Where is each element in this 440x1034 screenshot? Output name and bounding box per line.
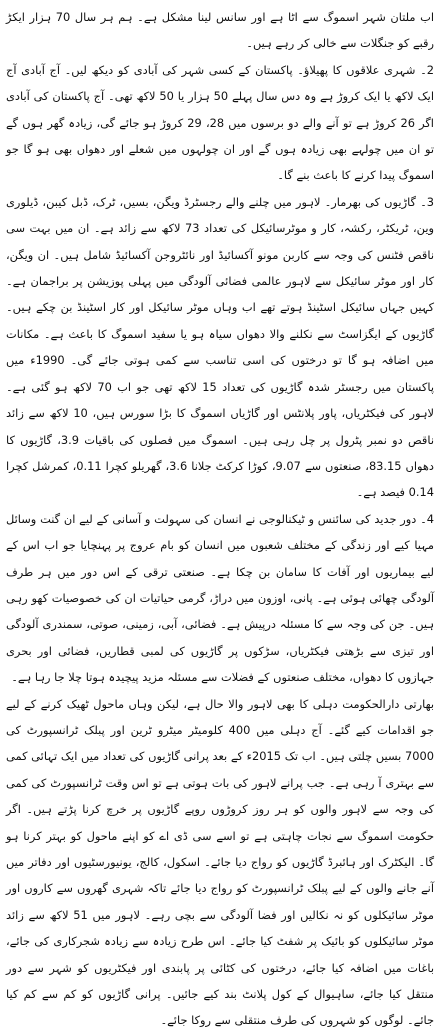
paragraph-delhi-solutions: بھارتی دارالحکومت دہلی کا بھی لاہور والا حال ہے، لیکن وہاں ماحول ٹھیک کرنے کے لیے جو اقدامات کیے گئے۔ آج دہلی میں 400 کلومیٹر میٹرو ٹرین اور پبلک ٹرانسپورٹ کی 7000 بسیں چلتی ہیں۔ اب تک 2015ء کے بعد پرانی گاڑیوں کی تعداد میں ایک تہائی کمی سے بہتری آ رہی ہے۔ جب پرانے لاہور کی بات ہوتی ہے تو اس وقت ٹرانسپورٹ کی کمی کی وجہ سے لاہور والوں کو ہر روز کروڑوں روپے گاڑیوں پر خرچ کرنا پڑتے ہیں۔ اگر حکومت اسموگ سے نجات چاہتی ہے تو اسے سی ڈی اے کو اپنے ماحول کو بہتر کرنا ہو گا۔ الیکٹرک اور ہائبرڈ گاڑیوں کو رواج دیا جائے۔ اسکول، کالج، یونیورسٹیوں اور دفاتر میں آنے جانے والوں کے لیے پبلک ٹرانسپورٹ کو رواج دیا جائے تاکہ شہری گھروں سے کاروں اور موٹر سائیکلوں کو نہ نکالیں اور فضا آلودگی سے بچی رہے۔ لاہور میں 51 لاکھ سے زائد موٹر سائیکلوں کو بائیک پر شفٹ کیا جائے۔ اس طرح زیادہ سے زیادہ شجرکاری کی جائے، باغات میں اضافہ کیا جائے، درختوں کی کٹائی پر پابندی اور فیکٹریوں کو شہر سے دور منتقل کیا جائے، ساہیوال کے کول پلانٹ بند کیے جائیں۔ پرانی گاڑیوں کو کم سے کم کیا جائے۔ لوگوں کو شہروں کی طرف منتقلی سے روکا جائے۔	[6, 696, 435, 1028]
paragraph-modern-technology: 4۔ دور جدید کی سائنس و ٹیکنالوجی نے انسان کی سہولت و آسانی کے لیے ان گنت وسائل مہیا کیے اور زندگی کے مختلف شعبوں میں انسان کو بام عروج پر پہنچایا جو اب اس کے لیے بیماریوں اور آفات کا سامان بن چکا ہے۔ صنعتی ترقی کے اس دور میں ہر طرف آلودگی چھائی ہوئی ہے۔ پانی، اوزون میں دراڑ، گرمی حیاتیات ان کی خصوصیات کھو رہی ہیں۔ جن کی وجہ سے کا مسئلہ درپیش ہے۔ فضائی، آبی، زمینی، صوتی، سمندری آلودگی اور تیزی سے بڑھتی فیکٹریاں، سڑکوں پر گاڑیوں کی لمبی قطاریں، فضائی اور بحری جہازوں کا دھواں، مختلف صنعتوں کے فضلات سے مسئلہ مزید پیچیدہ ہوتا چلا جا رہا ہے۔	[6, 511, 434, 685]
paragraph-intro: اب ملتان شہر اسموگ سے اٹا ہے اور سانس لینا مشکل ہے۔ ہم ہر سال 70 ہزار ایکڑ رقبے کو جنگلات سے خالی کر رہے ہیں۔	[6, 10, 434, 51]
paragraph-urban-sprawl: 2۔ شہری علاقوں کا پھیلاؤ۔ پاکستان کے کسی شہر کی آبادی کو دیکھ لیں۔ آج آبادی آج ایک لاکھ یا ایک کروڑ ہے وہ دس سال پہلے 50 ہزار یا 50 لاکھ تھی۔ آج پاکستان کی آبادی اگر 26 کروڑ ہے تو آنے والے دو برسوں میں 28، 29 کروڑ ہو جائے گی، زیادہ گھر ہوں گے تو ان میں چولہے بھی زیادہ ہوں گے اور ان چولہوں میں شعلے اور دھواں بھی ہو گا جو اسموگ پیدا کرنے کا باعث بنے گا۔	[6, 62, 434, 183]
paragraph-vehicles: 3۔ گاڑیوں کی بھرمار۔ لاہور میں چلنے والے رجسٹرڈ ویگن، بسیں، ٹرک، ڈبل کیبن، ڈیلوری وین، ٹریکٹر، رکشہ، کار و موٹرسائیکل کی تعداد 73 لاکھ سے زائد ہے۔ ان میں بہت سی ناقص فٹنس کی وجہ سے کاربن مونو آکسائیڈ اور نائٹروجن آکسائیڈ شامل ہیں۔ ان ویگن، کار اور موٹر سائیکل سے لاہور عالمی فضائی آلودگی میں پہلی پوزیشن پر براجمان ہے۔ کہیں جہاں سائیکل اسٹینڈ ہوتے تھے اب وہاں موٹر سائیکل اور کار اسٹینڈ بن چکے ہیں۔ گاڑیوں کے ایگزاسٹ سے نکلنے والا دھواں سیاہ ہو یا سفید اسموگ کا باعث ہے۔ مکانات میں اضافہ ہو گا تو درختوں کی اسی تناسب سے کمی ہوتی جائے گی۔ 1990ء میں پاکستان میں رجسٹر شدہ گاڑیوں کی تعداد 15 لاکھ تھی جو اب 70 لاکھ ہو گئی ہے۔ لاہور کی فیکٹریاں، پاور پلانٹس اور گاڑیاں اسموگ کا بڑا سورس ہیں، 10 لاکھ سے زائد ناقص دو نمبر پٹرول پر چل رہی ہیں۔ اسموگ میں فصلوں کی باقیات 3.9، گاڑیوں کا دھواں 83.15، صنعتوں سے 9.07، کوڑا کرکٹ جلانا 3.6، گھریلو کچرا 0.11، کمرشل کچرا 0.14 فیصد ہے۔	[6, 194, 434, 500]
